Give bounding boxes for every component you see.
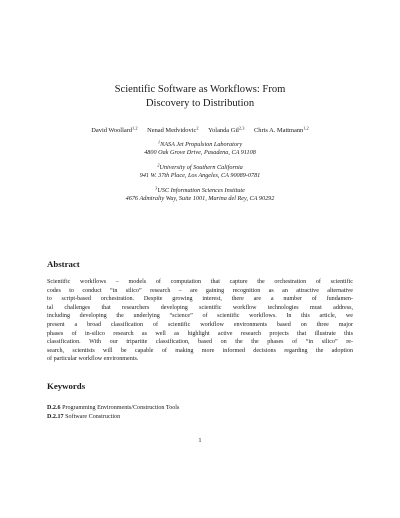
keyword-code: D.2.17 — [47, 414, 64, 420]
paper-title — [60, 83, 340, 111]
affiliation-isi: $^3$USC Information Sciences Institute 4676 Admiralty Way, Suite 1001, Marina del Rey, CA 90292 — [125, 185, 275, 203]
abstract-line: present a broad classification of scientific workflow environments based on three major — [47, 321, 353, 328]
keyword-text: Programming Environments/Construction Tools — [62, 405, 180, 411]
abstract-line: codes to conduct “in silico” research – are gaining recognition as an attractive alternative — [47, 287, 353, 294]
affiliation-usc: $^2$University of Southern California 941 W. 37th Place, Los Angeles, CA 90089-0781 — [139, 162, 261, 180]
abstract-line: including developing the underlying “science” of scientific workflows. In this article, we — [47, 313, 353, 320]
abstract-line: search, scientists will be capable of making more informed decisions regarding the adoption — [47, 347, 353, 354]
author: Nenad Medvidovic$^2$ — [147, 125, 199, 134]
abstract-line: of particular workflow environments. — [47, 356, 139, 363]
keyword-code: D.2.6 — [47, 405, 61, 411]
abstract-line: Scientific workflows – models of computation that capture the orchestration of scientific — [47, 279, 353, 285]
abstract-line: classification. With our tripartite classification, based on the the phases of “in silico” re- — [47, 339, 353, 346]
title-line-1: Scientific Software as Workflows: From — [114, 84, 286, 95]
title-line-2: Discovery to Distribution — [145, 98, 255, 109]
abstract-line: phases of in-silico research as well as highlight active research projects that illustrate this — [47, 330, 353, 337]
abstract-body — [47, 278, 353, 364]
keyword-item — [47, 404, 179, 412]
author: Chris A. Mattmann$^{1,2}$ — [254, 125, 309, 134]
abstract-heading: Abstract — [47, 259, 80, 269]
keyword-text: Software Construction — [65, 414, 121, 420]
page-number: 1 — [198, 437, 202, 444]
abstract-line: to script-based orchestration. Despite growing interest, there are a number of fundamen- — [47, 296, 353, 303]
author: Yolanda Gil$^{2,3}$ — [208, 125, 245, 134]
affiliation-jpl: $^1$NASA Jet Propulsion Laboratory 4800 Oak Grove Drive, Pasadena, CA 91108 — [144, 139, 256, 157]
abstract-line: tal challenges that researchers developing scientific workflow technologies must address, — [47, 304, 353, 311]
author-list — [30, 126, 370, 135]
author: David Woollard$^{1,2}$ — [91, 125, 138, 134]
keyword-item — [47, 413, 120, 421]
keywords-heading: Keywords — [47, 381, 86, 391]
